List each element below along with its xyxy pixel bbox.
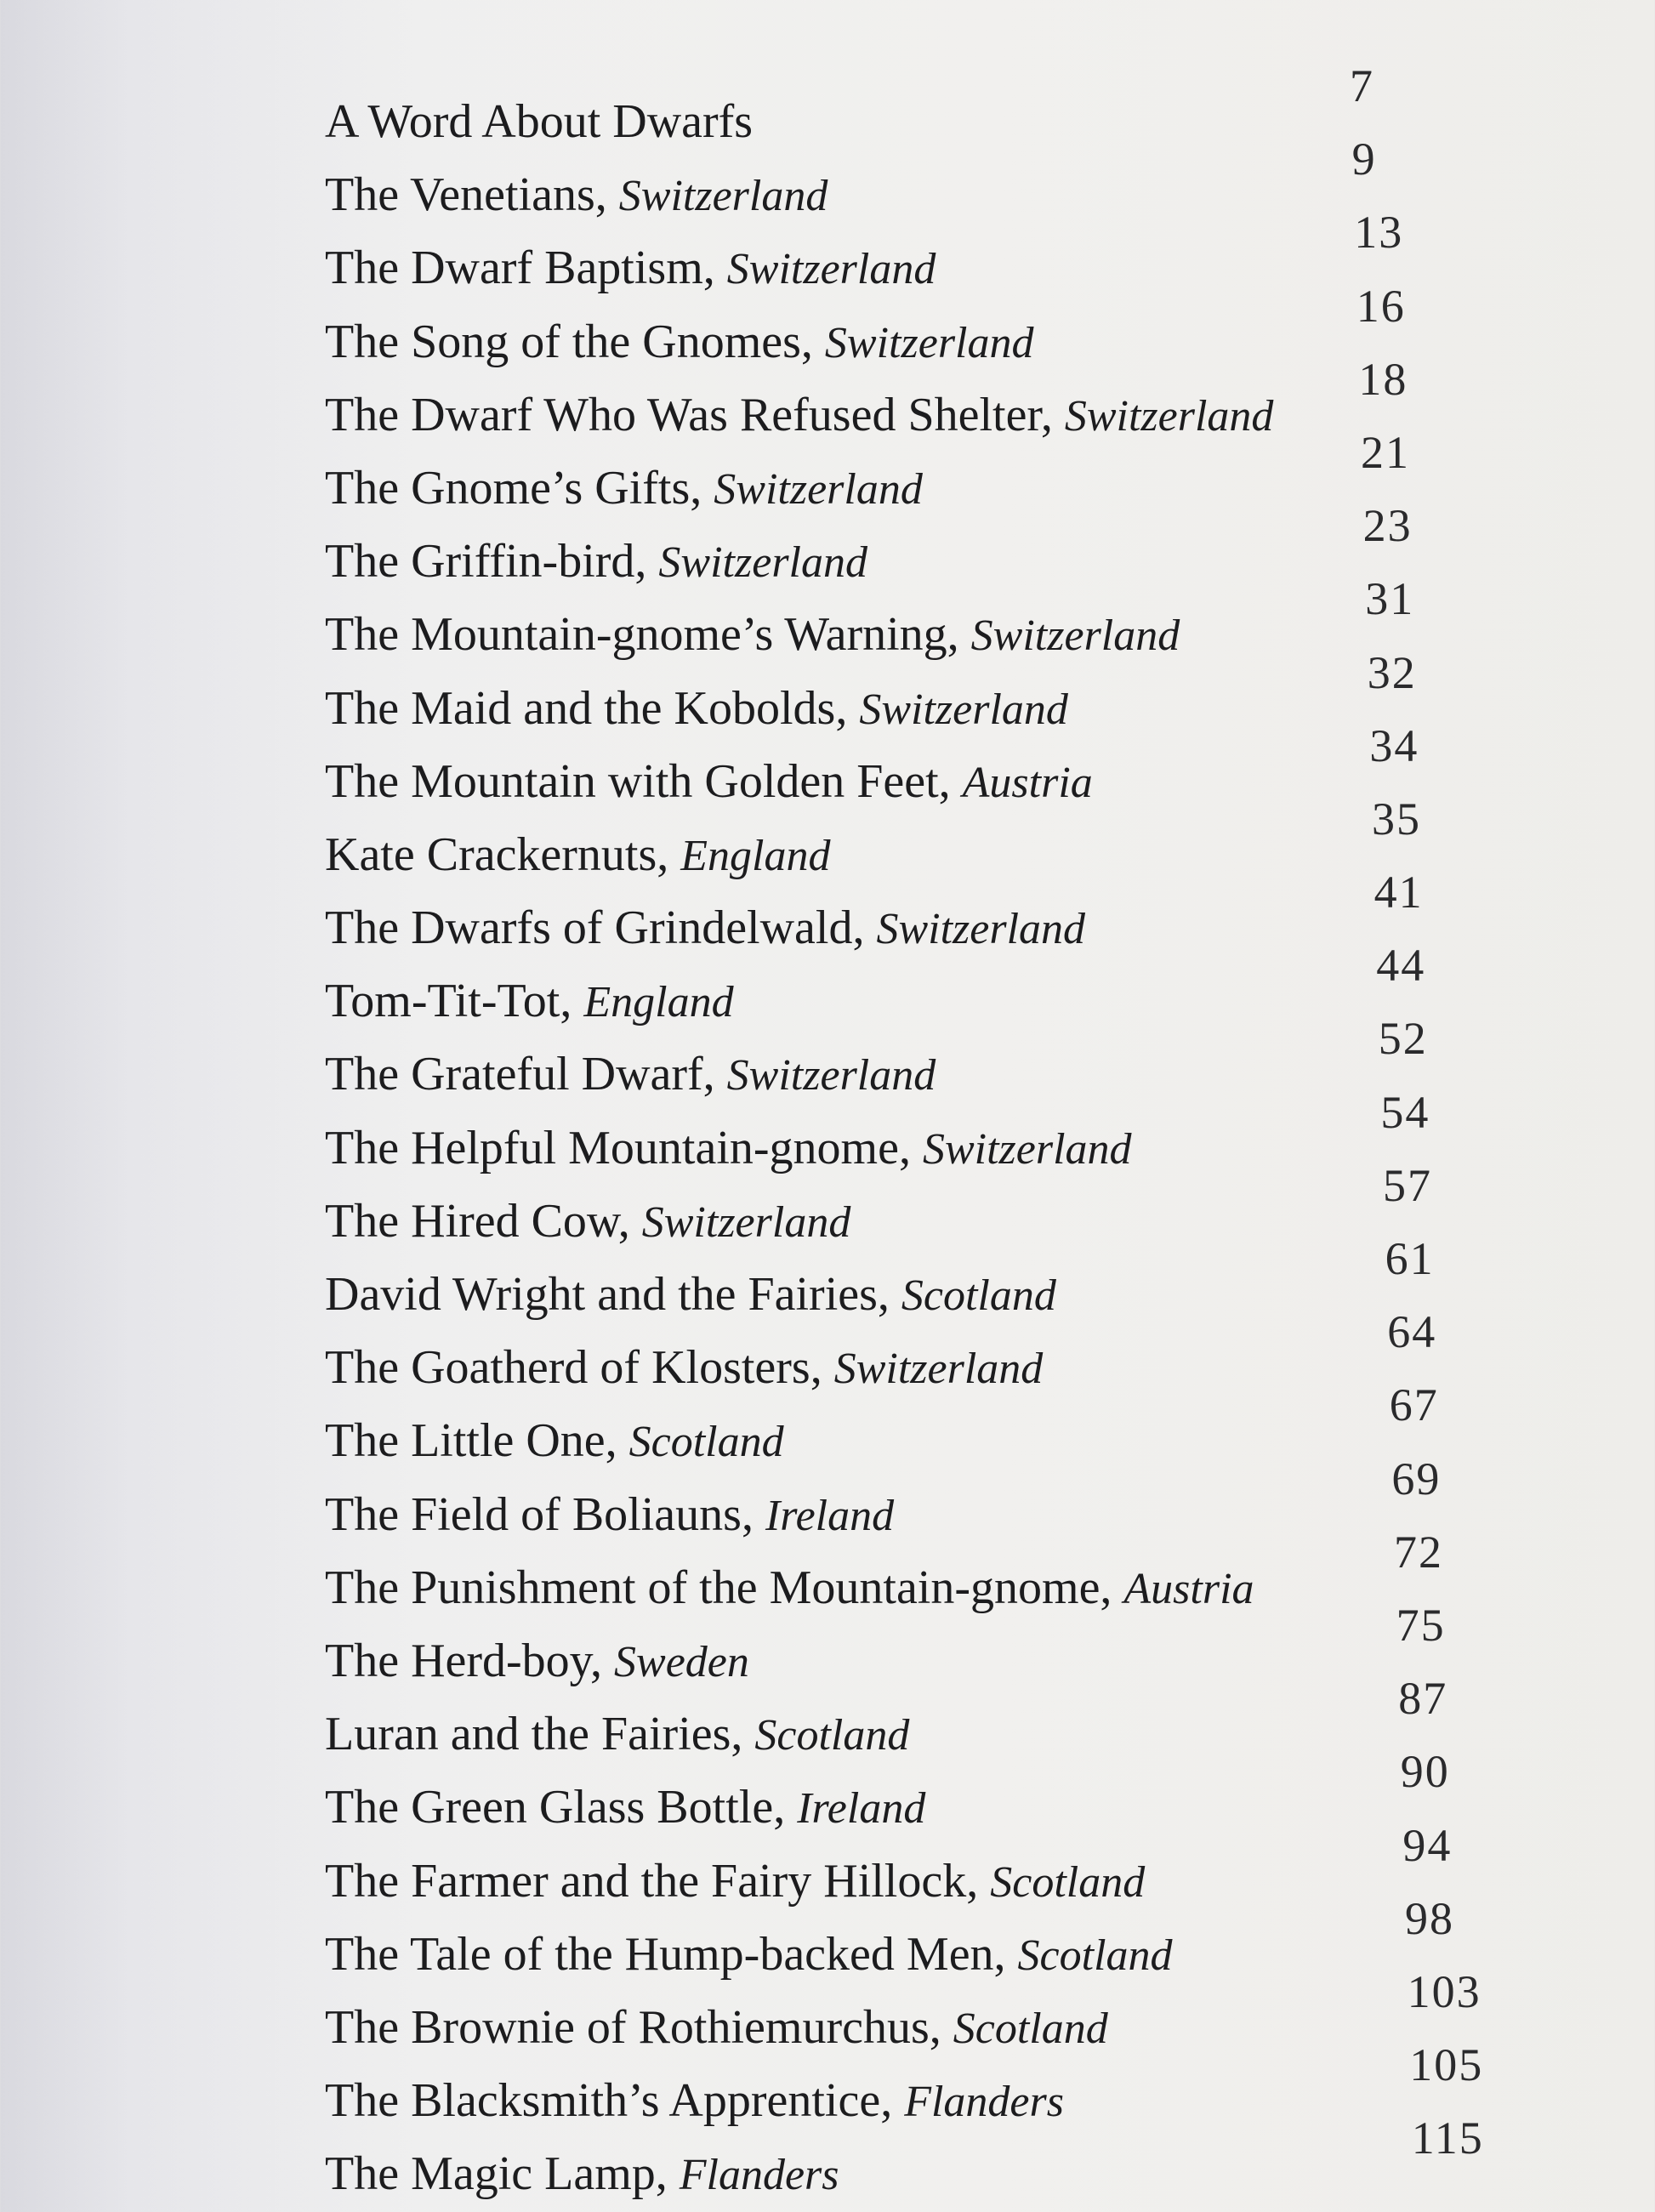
toc-entry-page-number: 87	[1398, 1673, 1448, 1725]
toc-entry-title: The Punishment of the Mountain-gnome,	[325, 1561, 1124, 1614]
toc-entry-page-number: 32	[1367, 646, 1417, 698]
table-of-contents	[325, 60, 1533, 2210]
toc-entry-page-number: 21	[1361, 426, 1410, 478]
toc-entry	[325, 426, 1533, 525]
toc-entry	[325, 1892, 1533, 1991]
toc-entry-page-number: 90	[1400, 1746, 1450, 1798]
toc-entry-title: The Griffin-bird,	[325, 535, 659, 589]
toc-entry	[325, 500, 1533, 598]
toc-entry-title: The Green Glass Bottle,	[325, 1781, 798, 1834]
toc-entry-title: Tom-Tit-Tot,	[325, 975, 584, 1028]
toc-entry	[325, 1453, 1533, 1551]
toc-entry-page-number: 13	[1354, 207, 1404, 259]
toc-entry-title: The Farmer and the Fairy Hillock,	[325, 1854, 991, 1908]
toc-entry-country: Scotland	[1017, 1931, 1173, 1980]
toc-entry-country: Scotland	[901, 1271, 1056, 1320]
toc-entry-page-number: 67	[1389, 1379, 1439, 1431]
toc-entry-title: The Mountain-gnome’s Warning,	[325, 608, 971, 662]
toc-entry-title: The Dwarf Baptism,	[325, 242, 727, 295]
toc-entry	[325, 353, 1533, 452]
toc-entry-page-number: 34	[1369, 719, 1419, 771]
toc-entry-page-number: 61	[1385, 1233, 1435, 1284]
toc-entry-country: England	[583, 978, 734, 1027]
toc-entry-page-number: 94	[1402, 1819, 1453, 1871]
toc-entry	[325, 867, 1533, 964]
toc-entry-title: The Brownie of Rothiemurchus,	[325, 2000, 953, 2054]
toc-entry-page-number: 18	[1358, 353, 1408, 405]
toc-entry	[325, 1086, 1533, 1185]
toc-entry-page-number: 54	[1380, 1086, 1430, 1138]
toc-entry	[325, 207, 1533, 304]
toc-entry	[325, 2039, 1533, 2137]
toc-entry-country: Switzerland	[714, 464, 923, 514]
toc-entry-country: Switzerland	[726, 245, 936, 294]
toc-entry	[325, 940, 1533, 1038]
toc-entry-title: The Venetians,	[325, 168, 619, 222]
toc-entry-country: Switzerland	[658, 538, 867, 588]
toc-entry-title: The Song of the Gnomes,	[325, 315, 825, 368]
toc-entry-title: The Gnome’s Gifts,	[325, 461, 714, 515]
toc-entry-page-number: 52	[1378, 1013, 1428, 1065]
toc-entry-country: Scotland	[754, 1711, 910, 1760]
toc-entry-title: The Little One,	[325, 1414, 629, 1468]
toc-entry-country: Switzerland	[876, 905, 1086, 954]
toc-entry-page-number: 16	[1356, 280, 1406, 332]
toc-entry-page-number: 64	[1387, 1306, 1437, 1358]
toc-entry	[325, 573, 1533, 671]
toc-entry-title: Kate Crackernuts,	[325, 827, 681, 881]
toc-entry-title: The Field of Boliauns,	[325, 1487, 765, 1541]
toc-entry-title: The Tale of the Hump-backed Men,	[325, 1927, 1018, 1981]
toc-entry	[325, 1673, 1533, 1771]
toc-entry	[325, 1379, 1533, 1477]
toc-entry-title: The Dwarfs of Grindelwald,	[325, 901, 877, 955]
toc-entry-page-number: 44	[1376, 940, 1426, 992]
toc-entry-page-number: 75	[1396, 1599, 1446, 1651]
toc-entry-country: Flanders	[679, 2151, 839, 2200]
toc-entry-country: Switzerland	[824, 318, 1034, 367]
toc-entry-page-number: 31	[1365, 573, 1415, 625]
toc-entry-page-number: 57	[1383, 1159, 1432, 1211]
toc-entry-country: Scotland	[628, 1418, 784, 1467]
toc-entry-page-number: 105	[1409, 2039, 1484, 2091]
toc-entry-country: England	[680, 831, 831, 880]
toc-entry-country: Sweden	[614, 1637, 749, 1686]
toc-entry-page-number: 23	[1362, 500, 1413, 552]
toc-entry-title: The Mountain with Golden Feet,	[325, 754, 963, 808]
toc-entry-page-number: 72	[1394, 1526, 1443, 1578]
toc-entry	[325, 1599, 1533, 1697]
toc-entry-country: Switzerland	[859, 685, 1068, 734]
toc-entry	[325, 1233, 1533, 1331]
toc-entry-country: Scotland	[990, 1857, 1146, 1907]
toc-entry-title: The Hired Cow,	[325, 1194, 642, 1248]
toc-entry-country: Switzerland	[726, 1051, 936, 1100]
toc-entry-title: The Dwarf Who Was Refused Shelter,	[325, 388, 1065, 441]
toc-entry-title: David Wright and the Fairies,	[325, 1268, 901, 1321]
toc-entry-page-number: 41	[1373, 867, 1424, 918]
toc-entry-title: The Helpful Mountain-gnome,	[325, 1121, 923, 1174]
toc-entry-title: The Goatherd of Klosters,	[325, 1341, 834, 1395]
toc-entry-country: Switzerland	[1064, 391, 1274, 441]
toc-entry-title: The Maid and the Kobolds,	[325, 681, 860, 735]
toc-entry-country: Scotland	[953, 2004, 1108, 2053]
toc-entry-title: Luran and the Fairies,	[325, 1708, 755, 1761]
toc-entry-country: Ireland	[797, 1784, 926, 1834]
toc-entry	[325, 1746, 1533, 1844]
toc-entry-page-number: 103	[1407, 1965, 1482, 2017]
toc-entry	[325, 646, 1533, 745]
toc-entry-country: Austria	[1123, 1564, 1254, 1613]
toc-entry-country: Switzerland	[618, 172, 828, 221]
toc-entry-country: Switzerland	[970, 611, 1180, 661]
toc-entry	[325, 719, 1533, 818]
toc-entry	[325, 1965, 1533, 2064]
toc-entry	[325, 2112, 1533, 2210]
toc-entry-page-number: 35	[1372, 793, 1421, 844]
toc-entry-country: Flanders	[904, 2078, 1064, 2127]
toc-entry	[325, 1819, 1533, 1918]
toc-entry	[325, 1013, 1533, 1111]
toc-entry-country: Switzerland	[833, 1345, 1044, 1394]
toc-entry-page-number: 9	[1351, 134, 1377, 185]
toc-entry-country: Switzerland	[922, 1124, 1132, 1174]
toc-entry-page-number: 115	[1411, 2112, 1484, 2164]
toc-entry	[325, 134, 1533, 231]
toc-entry	[325, 1159, 1533, 1258]
toc-entry-country: Switzerland	[641, 1197, 851, 1247]
toc-entry-title: The Grateful Dwarf,	[325, 1048, 727, 1101]
toc-entry	[325, 793, 1533, 891]
toc-entry-title: The Magic Lamp,	[325, 2147, 680, 2201]
toc-entry-title: The Herd-boy,	[325, 1634, 615, 1687]
toc-entry-country: Austria	[962, 758, 1093, 807]
toc-entry-country: Ireland	[765, 1491, 895, 1540]
toc-entry	[325, 1306, 1533, 1404]
toc-entry-page-number: 7	[1350, 60, 1374, 111]
toc-entry-title: A Word About Dwarfs	[325, 95, 754, 148]
toc-entry	[325, 280, 1533, 378]
toc-entry-page-number: 98	[1405, 1892, 1454, 1944]
toc-entry	[325, 1526, 1533, 1624]
toc-entry-title: The Blacksmith’s Apprentice,	[325, 2074, 905, 2128]
toc-entry-page-number: 69	[1391, 1453, 1442, 1504]
